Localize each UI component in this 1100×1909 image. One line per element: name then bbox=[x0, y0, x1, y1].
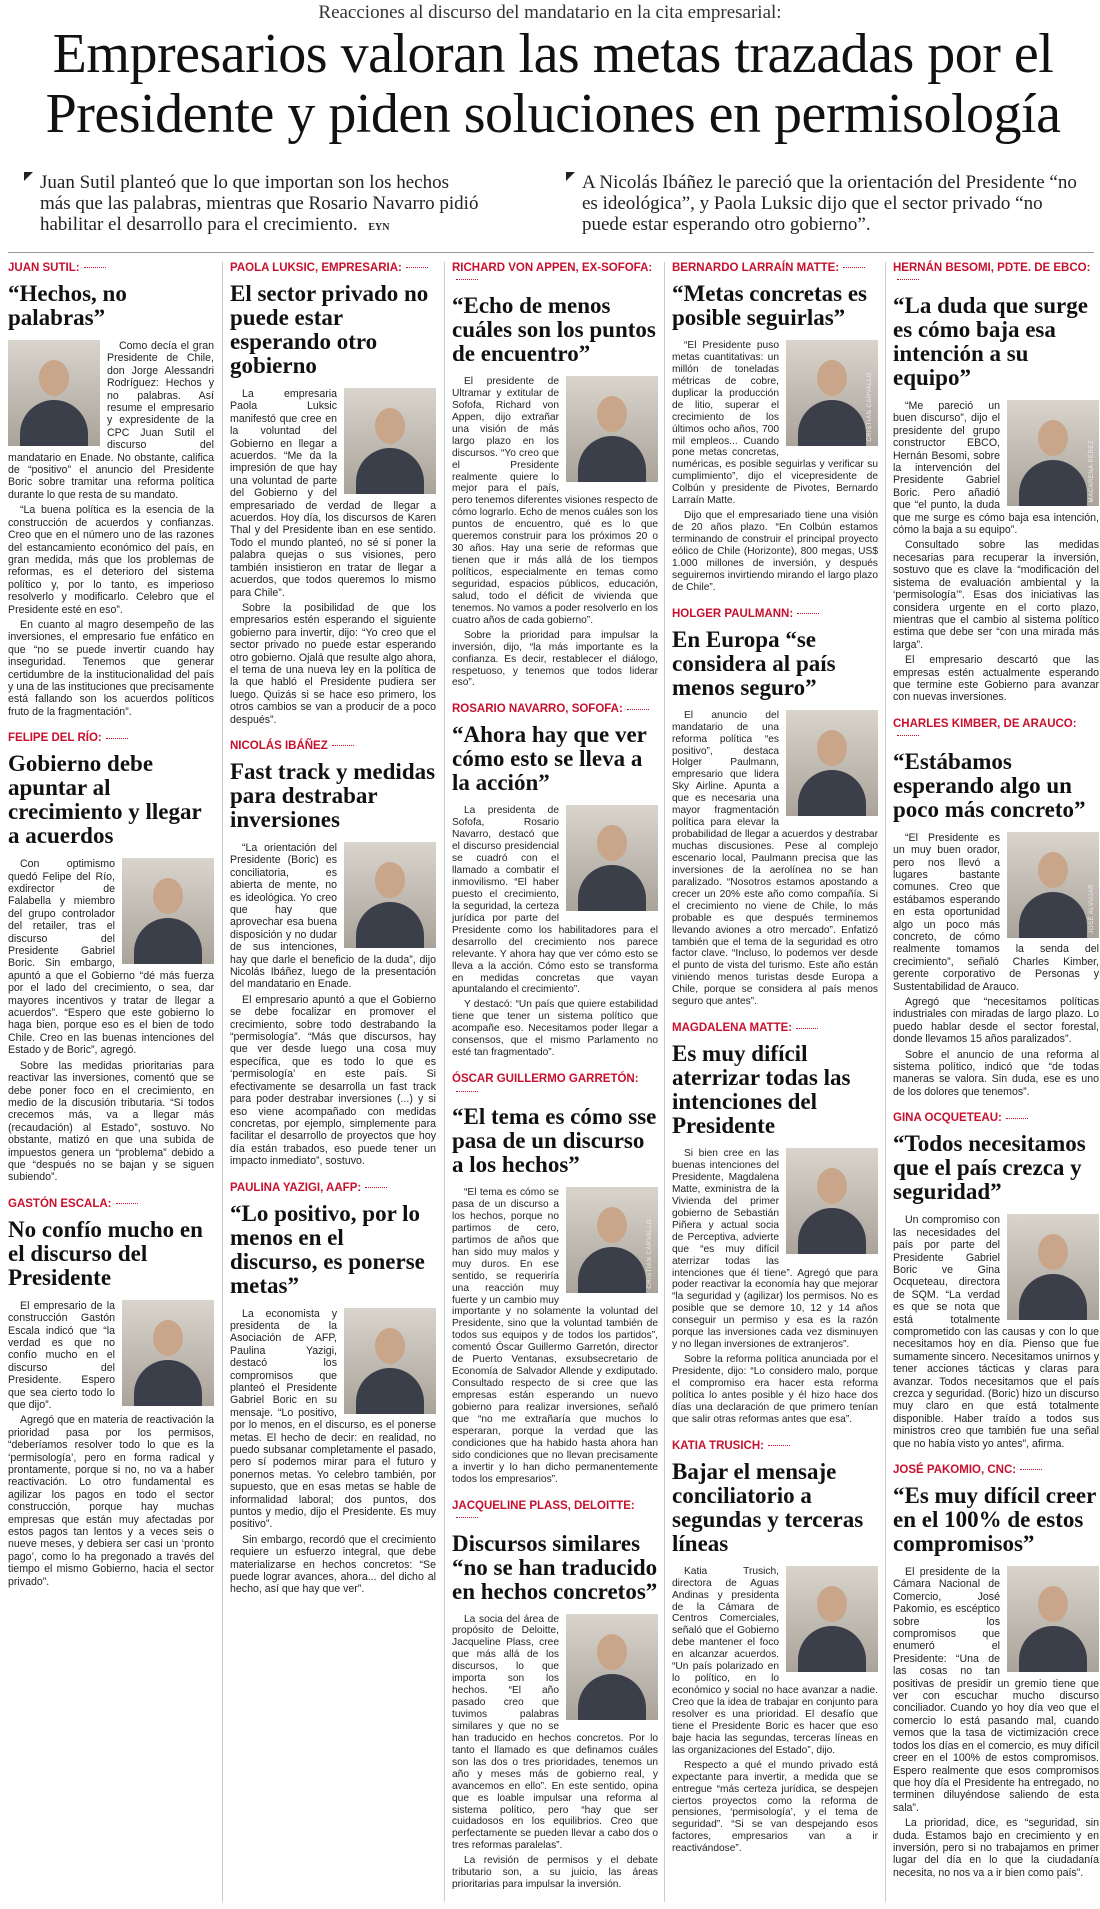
article bbox=[452, 1500, 658, 1892]
article-paragraph: En cuanto al magro desempeño de las inversiones, el empresario fue enfático en que “no se puede invertir cuando hay inseguridad. Tenemos que generar certidumbre de la institucionalidad del país y una de las instituciones que precisamente está fallando son los acuerdos políticos fruto de la fragmentación”. bbox=[8, 618, 214, 718]
portrait-photo-katia-trusich bbox=[786, 1566, 878, 1672]
portrait-photo-richard-von-appen bbox=[566, 376, 658, 482]
portrait-photo-nicolas-ibanez bbox=[344, 842, 436, 948]
portrait-photo-hernan-besomi bbox=[1007, 400, 1099, 506]
article-body bbox=[8, 340, 214, 718]
article bbox=[452, 262, 658, 689]
article-source-tag: HOLGER PAULMANN: bbox=[672, 608, 878, 620]
article-source-tag: HERNÁN BESOMI, PDTE. DE EBCO: bbox=[893, 262, 1099, 286]
article-paragraph: Sobre el anuncio de una reforma al sistema político, indicó que “de todas maneras se valora. Sin duda, ese es uno de los dolores que tenemos”. bbox=[893, 1048, 1099, 1098]
article-source-tag: MAGDALENA MATTE: bbox=[672, 1022, 878, 1034]
article-title: “La duda que surge es cómo baja esa intención a su equipo” bbox=[893, 293, 1088, 390]
article-paragraph: Dijo que el empresariado tiene una visión de 20 años plazo. “En Colbún estamos terminando de construir el principal proyecto eólico de Chile (Horizonte), 800 megas, US$ 1.000 millones de inversión, y después seguiremos invirtiendo mirando el largo plazo de Chile”. bbox=[672, 510, 878, 593]
article-body bbox=[893, 1566, 1099, 1879]
column-3 bbox=[452, 262, 658, 1905]
column-divider bbox=[222, 262, 223, 1902]
portrait-photo-juan-sutil bbox=[8, 340, 100, 446]
article-paragraph: Un compromiso con las necesidades del país por parte del Presidente Gabriel Boric ve Gina Ocqueteau, directora de SQM. “La verdad es que se nota que está totalmente comprometido con las causas y con lo que necesitamos hoy en día. Pienso que fue sumamente sincero. Necesitamos unirnos y tener acciones tácticas y claras para avanzar. Todos necesitamos que el país crezca y seguridad. (Boric) hizo un discurso muy claro en que está totalmente disponible. Haber traído a todos sus ministros creo que también fue una señal que no había visto yo antes”, afirma. bbox=[893, 1214, 1099, 1450]
article bbox=[672, 608, 878, 1008]
article bbox=[672, 1440, 878, 1856]
portrait-photo-magdalena-matte bbox=[786, 1148, 878, 1254]
portrait-photo-gaston-escala bbox=[122, 1300, 214, 1406]
headline: Empresarios valoran las metas trazadas por el Presidente y piden soluciones en permisología bbox=[45, 23, 1061, 145]
portrait-photo-oscar-guillermo-garreton bbox=[566, 1187, 658, 1293]
header-rule bbox=[8, 252, 1094, 253]
article-title: Discursos similares “no se han traducido en hechos concretos” bbox=[452, 1530, 658, 1604]
article-paragraph: Sobre la reforma política anunciada por el Presidente, dijo: “Lo considero malo, porque el compromiso era hacer esta reforma política lo antes posible y él hizo hace dos días una declaración de que primero tenían que salir otras reformas antes que esa”. bbox=[672, 1354, 878, 1425]
portrait-photo-felipe-del-rio bbox=[122, 858, 214, 964]
article-body bbox=[672, 340, 878, 594]
article-body bbox=[452, 376, 658, 689]
article-body bbox=[452, 1614, 658, 1892]
deck-right-text: A Nicolás Ibáñez le pareció que la orientación del Presidente “no es ideológica”, y Paola Luksic dijo que el sector privado “no puede estar esperando otro gobierno”. bbox=[582, 172, 1077, 235]
article-body bbox=[672, 710, 878, 1008]
article-title: “Ahora hay que ver cómo esto se lleva a la acción” bbox=[452, 722, 647, 796]
photo-credit: MACARENA PÉREZ bbox=[1088, 439, 1095, 502]
article-source-tag: GINA OCQUETEAU: bbox=[893, 1112, 1099, 1124]
article-paragraph: La revisión de permisos y el debate tributario son, a su juicio, las áreas prioritarias para impulsar la inversión. bbox=[452, 1855, 658, 1891]
portrait-photo-paola-luksic bbox=[344, 388, 436, 494]
article-source-tag: PAULINA YAZIGI, AAFP: bbox=[230, 1182, 436, 1194]
article bbox=[893, 1112, 1099, 1450]
article bbox=[230, 262, 436, 726]
column-divider bbox=[885, 262, 886, 1902]
article bbox=[8, 1198, 214, 1588]
article-title: Gobierno debe apuntar al crecimiento y llegar a acuerdos bbox=[8, 751, 202, 849]
article-paragraph: Sobre las medidas prioritarias para reactivar las inversiones, comentó que se debe poner foco en el crecimiento, en medio de la discusión tributaria. “Si todos crecemos más, va a llegar más (recaudación) al Estado”, sostuvo. No obstante, matizó en que una subida de impuestos genera un “problema” debido a que “después no se bajan y se siguen subiendo”. bbox=[8, 1059, 214, 1184]
article-paragraph: El empresario de la construcción Gastón Escala indicó que “la verdad es que no confío mucho en el discurso del Presidente. Espero que sea cierto todo lo que dijo”. bbox=[8, 1299, 115, 1411]
article-paragraph: “El Presidente puso metas cuantitativas: un millón de toneladas métricas de cobre, duplicar la producción de litio, superar el crecimiento de los últimos ocho años, 700 mil empleos... Cuando pone metas concretas, numéricas, es posible seguirlas y verificar su cumplimiento”, dijo el vicepresidente de Colbún y presidente de Pivotes, Bernardo Larraín Matte. bbox=[672, 340, 878, 507]
article bbox=[230, 740, 436, 1168]
photo-credit: CRISTIAN CARVALLO bbox=[867, 372, 874, 442]
byline: EYN bbox=[368, 222, 390, 233]
deck-left bbox=[40, 172, 480, 238]
article-body bbox=[230, 388, 436, 726]
article-source-tag: KATIA TRUSICH: bbox=[672, 1440, 878, 1452]
article-title: “Lo positivo, por lo menos en el discurso, es ponerse metas” bbox=[230, 1200, 425, 1298]
deck-left-text: Juan Sutil planteó que lo que importan son los hechos más que las palabras, mientras que Rosario Navarro pidió habilitar el desarrollo para el crecimiento. bbox=[40, 172, 479, 235]
deck-right bbox=[582, 172, 1082, 235]
article-paragraph: Consultado sobre las medidas necesarias para recuperar la inversión, sostuvo que es clave la “modificación del sistema de evaluación ambiental y la ‘permisología’”. Esas dos iniciativas las considera urgente en el corto plazo, mientras que el cambio al sistema político estima que debe ser “con una mirada más larga”. bbox=[893, 539, 1099, 651]
article-paragraph: Respecto a qué el mundo privado está expectante para invertir, a medida que se entregue “más certeza jurídica, se despejen ciertos proyectos como la reforma de pensiones, ‘permisología’, y el tema de seguridad”. “Si se van despejando esos factores, empresarios van a ir reactivándose”. bbox=[672, 1759, 878, 1855]
article-paragraph: “El Presidente es un muy buen orador, pero nos llevó a lugares bastante comunes. Creo que estábamos esperando en esta oportunidad algo un poco más concreto, de cómo realmente tomamos la senda del crecimiento”, señaló Charles Kimber, gerente corporativo de Personas y Sustentabilidad de Arauco. bbox=[893, 831, 1099, 993]
article-paragraph: Agregó que “necesitamos políticas industriales con miradas de largo plazo. Lo puedo hablar desde el sector forestal, donde llevamos 15 años paralizados”. bbox=[893, 996, 1099, 1046]
kicker: Reacciones al discurso del mandatario en la cita empresarial: bbox=[318, 2, 782, 23]
article-body bbox=[452, 805, 658, 1059]
article bbox=[452, 703, 658, 1059]
article-source-tag: GASTÓN ESCALA: bbox=[8, 1198, 214, 1210]
column-divider bbox=[444, 262, 445, 1902]
article-title: “Metas concretas es posible seguirlas” bbox=[672, 281, 868, 330]
deck-marker-icon bbox=[24, 172, 33, 181]
article bbox=[893, 262, 1099, 704]
article-body bbox=[672, 1148, 878, 1426]
article-title: “El tema es cómo sse pasa de un discurso a los hechos” bbox=[452, 1104, 657, 1178]
article-paragraph: La presidenta de Sofofa, Rosario Navarro, destacó que el discurso presidencial se cuadró con el llamado a combatir el inmovilismo. “El haber puesto el crecimiento, la seguridad, la certeza jurídica por parte del Presidente como los habilitadores para el desarrollo del crecimiento nos parece relevante. Y ahora hay que ver cómo esto se lleva a la acción. Cómo esto se transforma en medidas concretas que vayan apuntalando el crecimiento”. bbox=[452, 805, 658, 996]
article-paragraph: Con optimismo quedó Felipe del Río, exdirector de Falabella y miembro del grupo controlador del retailer, tras el discurso del Presidente Gabriel Boric. Sin embargo, apuntó a que el Gobierno “dé más fuerza por el lado del crecimiento, o sea, dar mayores incentivos y tratar de llegar a acuerdos”. “Espero que este gobierno lo haga bien, porque eso es el bien de todo Chile. Creo en las buenas intenciones del Estado y de Boric”, agregó. bbox=[8, 858, 214, 1057]
article-body bbox=[672, 1566, 878, 1856]
column-divider bbox=[664, 262, 665, 1902]
column-5 bbox=[893, 262, 1099, 1893]
article-title: “Hechos, no palabras” bbox=[8, 281, 127, 330]
portrait-photo-rosario-navarro bbox=[566, 805, 658, 911]
article-paragraph: Sobre la prioridad para impulsar la inversión, dijo, “la más importante es la confianza. Es decir, restablecer el diálogo, respetuoso, y tenemos que todos liderar eso”. bbox=[452, 629, 658, 689]
article-source-tag: ÓSCAR GUILLERMO GARRETÓN: bbox=[452, 1073, 658, 1097]
article bbox=[672, 262, 878, 594]
article-paragraph: El presidente de la Cámara Nacional de Comercio, José Pakomio, es escéptico sobre los compromisos que enumeró el Presidente: “Una de las cosas no tan positivas de presidir un gremio tiene que ver con escuchar mucho discurso conciliador. Cuando yo hoy día veo que el comercio lo está pasando mal, cuando vemos que la tasa de victimización crece todos los días en el comercio, es muy difícil creer en el 100% de estos compromisos. Espero realmente que esos compromisos que hoy día el Presidente ha entregado, no terminen diluyéndose saliendo de esta sala”. bbox=[893, 1566, 1099, 1814]
article-title: “Todos necesitamos que el país crezca y seguridad” bbox=[893, 1131, 1086, 1205]
article-paragraph: El empresario descartó que las empresas estén actualmente esperando que termine este Gobierno para avanzar con nuevas inversiones. bbox=[893, 654, 1099, 704]
article-body bbox=[8, 858, 214, 1184]
column-1 bbox=[8, 262, 214, 1602]
column-2 bbox=[230, 262, 436, 1610]
portrait-photo-jose-pakomio bbox=[1007, 1566, 1099, 1672]
article-title: No confío mucho en el discurso del Presidente bbox=[8, 1216, 203, 1290]
article bbox=[893, 718, 1099, 1099]
article bbox=[8, 732, 214, 1184]
article-paragraph: La economista y presidenta de la Asociación de AFP, Paulina Yazigi, destacó los compromisos que planteó el Presidente Gabriel Boric en su mensaje. “Lo positivo, por lo menos, en el discurso, es el ponerse metas. El hecho de decir: en realidad, no puedo subsanar completamente el pasado, pero sí podemos mirar para el futuro y ponernos metas. Yo celebro también, por supuesto, que en esas metas se hable de informalidad laboral; dos puntos, dos puntos y medio, dijo el Presidente. Es muy positivo”. bbox=[230, 1307, 436, 1531]
article-body bbox=[893, 832, 1099, 1099]
article-title: Bajar el mensaje conciliatorio a segundas y terceras líneas bbox=[672, 1458, 864, 1556]
article bbox=[452, 1073, 658, 1485]
article-paragraph: La prioridad, dice, es “seguridad, sin duda. Estamos bajo en crecimiento y en inversión, pero si no trabajamos en primer lugar del día en lo que la ciudadanía necesita, no nos va a ir bien como país”. bbox=[893, 1817, 1099, 1879]
article-title: El sector privado no puede estar esperando otro gobierno bbox=[230, 281, 429, 378]
portrait-photo-paulina-yazigi bbox=[344, 1308, 436, 1414]
portrait-photo-holger-paulmann bbox=[786, 710, 878, 816]
article bbox=[230, 1182, 436, 1596]
article-title: “Es muy difícil creer en el 100% de estos compromisos” bbox=[893, 1483, 1096, 1556]
photo-credit: CRISTIAN CARVALLO bbox=[647, 1219, 654, 1290]
article-source-tag: JACQUELINE PLASS, DELOITTE: bbox=[452, 1500, 658, 1524]
article bbox=[8, 262, 214, 718]
column-4 bbox=[672, 262, 878, 1869]
article-body bbox=[8, 1300, 214, 1588]
article-paragraph: Sobre la posibilidad de que los empresarios estén esperando el siguiente gobierno para invertir, dijo: “Yo creo que el sector privado no puede estar esperando otro gobierno. Ojalá que resulte algo ahora, el tema de una nueva ley en la política de la que habló el Presidente pudiera ser luego. Quizás si se hace eso primero, los otros cambios se van a producir de a poco después”. bbox=[230, 601, 436, 726]
article-source-tag: JOSÉ PAKOMIO, CNC: bbox=[893, 1464, 1099, 1476]
article-source-tag: NICOLÁS IBÁÑEZ bbox=[230, 740, 436, 752]
article-paragraph: Y destacó: “Un país que quiere estabilidad tiene que tener un sistema político que acompañe eso. Necesitamos poder llegar a consensos, que el mismo Parlamento no esté tan fragmentado”. bbox=[452, 999, 658, 1059]
article-paragraph: “Me pareció un buen discurso”, dijo el presidente del grupo constructor EBCO, Hernán Besomi, sobre la intervención del Presidente Gabriel Boric. Pero añadió que “el punto, la duda que me surge es cómo baja esa intención, cómo la baja a su equipo”. bbox=[893, 400, 1099, 537]
article-paragraph: Agregó que en materia de reactivación la prioridad pasa por los permisos, “deberíamos resolver todo lo que es la ‘permisología’, pero en forma radical y prontamente, porque si no, no va a haber reactivación. Lo otro fundamental es agilizar los pagos en todo el sector construcción, porque hay muchas empresas que están muy afectadas por estos pagos tan lentos y a veces seis o nueve meses, y debiera ser casi un ‘pronto pago’, como lo ha pregonado a través del tiempo el mismo Gobierno, hacia el sector privado”. bbox=[8, 1414, 214, 1588]
article-paragraph: Sin embargo, recordó que el crecimiento requiere un esfuerzo integral, que debe materializarse en hechos concretos: “Se puede lograr avances, ahora... del dicho al hecho, así que hay que ver”. bbox=[230, 1533, 436, 1596]
article-body bbox=[893, 400, 1099, 704]
article-paragraph: La socia del área de propósito de Deloitte, Jacqueline Plass, cree que más allá de los discursos, lo que importa son los hechos. “El año pasado creo que tuvimos palabras similares y que no se han traducido en hechos concretos. Por lo tanto el llamado es que definamos cuáles son las dos o tres prioridades, tenemos un año y meses más de gobierno real, y avancemos en ello”. En este sentido, opina que es loable impulsar una reforma al sistema político, pero “hay que ser cuidadosos en los equilibrios. Creo que perfectamente se pueden llevar a cabo dos o tres reformas paralelas”. bbox=[452, 1613, 658, 1852]
article-body bbox=[893, 1214, 1099, 1450]
article bbox=[672, 1022, 878, 1426]
article-body bbox=[230, 1308, 436, 1596]
article-source-tag: BERNARDO LARRAÍN MATTE: bbox=[672, 262, 878, 274]
article-paragraph: “La orientación del Presidente (Boric) es conciliatoria, es abierta de mente, no es ideológica. Yo creo que hay que aprovechar esa buena disposición y no dudar de sus intenciones, hay que darle el beneficio de la duda”, dijo Nicolás Ibáñez, luego de la presentación del mandatario en Enade. bbox=[230, 841, 436, 991]
article-source-tag: RICHARD VON APPEN, EX-SOFOFA: bbox=[452, 262, 658, 286]
article-body bbox=[230, 842, 436, 1168]
article-source-tag: JUAN SUTIL: bbox=[8, 262, 214, 274]
portrait-photo-bernardo-larrain-matte bbox=[786, 340, 878, 446]
article-paragraph: Como decía el gran Presidente de Chile, don Jorge Alessandri Rodríguez: Hechos y no palabras. Así resume el empresario y expresidente de la CPC Juan Sutil el discurso del mandatario en Enade. No obstante, califica de “positivo” el anuncio del Presidente Boric sobre tramitar una reforma política durante lo que resta de su mandato. bbox=[8, 340, 214, 501]
article-title: En Europa “se considera al país menos seguro” bbox=[672, 626, 836, 700]
article bbox=[893, 1464, 1099, 1879]
article-paragraph: Si bien cree en las buenas intenciones del Presidente, Magdalena Matte, exministra de la Vivienda del primer gobierno de Sebastián Piñera y actual socia de Perceptiva, advierte que “es muy difícil aterrizar todas las intenciones que él tiene”. Agregó que para poder reactivar la economía hay que mejorar “la seguridad y (agilizar) los permisos. No es posible que se demore 10, 12 y 14 años conseguir un permiso y esa es la razón porque las inversiones cada vez disminuyen y no llegan inversiones de extranjeros”. bbox=[672, 1148, 878, 1351]
article-source-tag: PAOLA LUKSIC, EMPRESARIA: bbox=[230, 262, 436, 274]
portrait-photo-jacqueline-plass bbox=[566, 1614, 658, 1720]
article-paragraph: El empresario apuntó a que el Gobierno se debe focalizar en promover el crecimiento, sobre todo destrabando la “permisología”. “Más que discursos, hay que ver desde luego una cosa muy específica, que es todo lo que es ‘permisología’ en este país. Si efectivamente se desarrolla un fast track para poder destrabar inversiones (...) y si eso viene acompañado con medidas concretas, por ejemplo, simplemente para facilitar el desarrollo de proyectos que hoy día están trabados, eso puede tener un impacto inmediato”, sostuvo. bbox=[230, 993, 436, 1168]
article-paragraph: Katia Trusich, directora de Aguas Andinas y presidenta de la Cámara de Centros Comerciales, señaló que el Gobierno debe mantener el foco en alcanzar acuerdos. “Un país polarizado en lo político, en lo económico y social no hace avanzar a nadie. Creo que la idea de trabajar en conjunto para resolver es una prioridad. El desafío que tiene el Presidente Boric es hacer que eso baje hacia las segundas, terceras líneas en las organizaciones del Estado”, dijo. bbox=[672, 1565, 878, 1756]
portrait-photo-charles-kimber bbox=[1007, 832, 1099, 938]
article-paragraph: El anuncio del mandatario de una reforma política “es positivo”, destaca Holger Paulmann, empresario que lidera Sky Airline. Apunta a que es necesaria una mayor fragmentación política para elevar la probabilidad de llegar a acuerdos y destrabar muchas discusiones. Pese al complejo escenario local, Paulmann precisa que las inversiones de la aerolínea no se han paralizado. “Nosotros estamos apostando a crecer un 20% este año como compañía. Si el crecimiento no viene de Chile, lo más probable es que después terminemos llevando aviones a otro mercado”. Enfatizó también que el tema de la seguridad es otro factor clave. “Incluso, lo podemos ver desde el punto de vista del turismo. Este año están viniendo menos turistas desde Europa a Chile, porque se considera al país menos seguro que antes”. bbox=[672, 709, 878, 1008]
article-title: “Echo de menos cuáles son los puntos de encuentro” bbox=[452, 293, 656, 366]
article-paragraph: El presidente de Ultramar y extitular de Sofofa, Richard von Appen, dijo extrañar una visión de más largo plazo en los discursos. “Yo creo que el Presidente realmente quiere lo mejor para el país, pero tenemos diferentes visiones respecto de cómo lograrlo. Echo de menos cuáles son los puntos de encuentro, qué es lo que queremos construir para los próximos 20 o 30 años. Hay una serie de reformas que tienen que ir más allá de los tiempos políticos, especialmente en temas como seguridad, espacios públicos, educación, salud, todo el déficit de vivienda que tenemos. No vamos a poder resolverlo en los cuatro años de cada gobierno”. bbox=[452, 376, 658, 626]
article-source-tag: CHARLES KIMBER, DE ARAUCO: bbox=[893, 718, 1099, 742]
article-title: “Estábamos esperando algo un poco más concreto” bbox=[893, 748, 1086, 822]
deck-marker-icon bbox=[566, 172, 575, 181]
portrait-photo-gina-ocqueteau bbox=[1007, 1214, 1099, 1320]
article-source-tag: FELIPE DEL RÍO: bbox=[8, 732, 214, 744]
article-body bbox=[452, 1187, 658, 1485]
article-paragraph: La empresaria Paola Luksic manifestó que cree en la voluntad del Gobierno en llegar a acuerdos. “Me da la impresión de que hay una voluntad de parte del Gobierno y del empresariado de verdad de llegar a acuerdos. Hoy día, los discursos de Karen Thal y del Presidente iban en ese sentido. Todo el mundo planteó, no sé si poner la palabra quejas o sus visiones, pero también insistieron en tratar de llegar a acuerdos, que todos queremos lo mismo para Chile”. bbox=[230, 388, 436, 599]
article-paragraph: “El tema es cómo se pasa de un discurso a los hechos, porque no partimos de cero, partimos de años que han sido muy malos y muy duros. En ese sentido, se requeriría una reacción muy fuerte y un cambio muy importante y no solamente la voluntad del Presidente, sino que la voluntad también de todos sus equipos y de todos los partidos”, comentó Óscar Guillermo Garretón, director de Puerto Ventanas, exsubsecretario de Economía de Salvador Allende y exdiputado. Consultado respecto de si cree que las empresas están esperando un nuevo gobierno para realizar inversiones, señaló que “no me extrañaría que muchos lo esperaran, porque la verdad que las condiciones que ha habido hasta ahora han sido condiciones que no llevan precisamente a invertir y lo han dicho permanentemente todos los empresarios”. bbox=[452, 1187, 658, 1485]
article-paragraph: “La buena política es la esencia de la construcción de acuerdos y confianzas. Creo que en el número uno de las razones del estancamiento económico del país, en gran medida, más que los problemas de reformas, es el deterioro del sistema político y, por lo tanto, es imperioso resolverlo y modificarlo. Celebro que el Presidente esté en eso”. bbox=[8, 504, 214, 616]
article-source-tag: ROSARIO NAVARRO, SOFOFA: bbox=[452, 703, 658, 715]
photo-credit: JOSÉ ALVUJAR bbox=[1088, 884, 1095, 934]
article-title: Es muy difícil aterrizar todas las intenciones del Presidente bbox=[672, 1041, 851, 1139]
article-title: Fast track y medidas para destrabar inversiones bbox=[230, 758, 436, 832]
